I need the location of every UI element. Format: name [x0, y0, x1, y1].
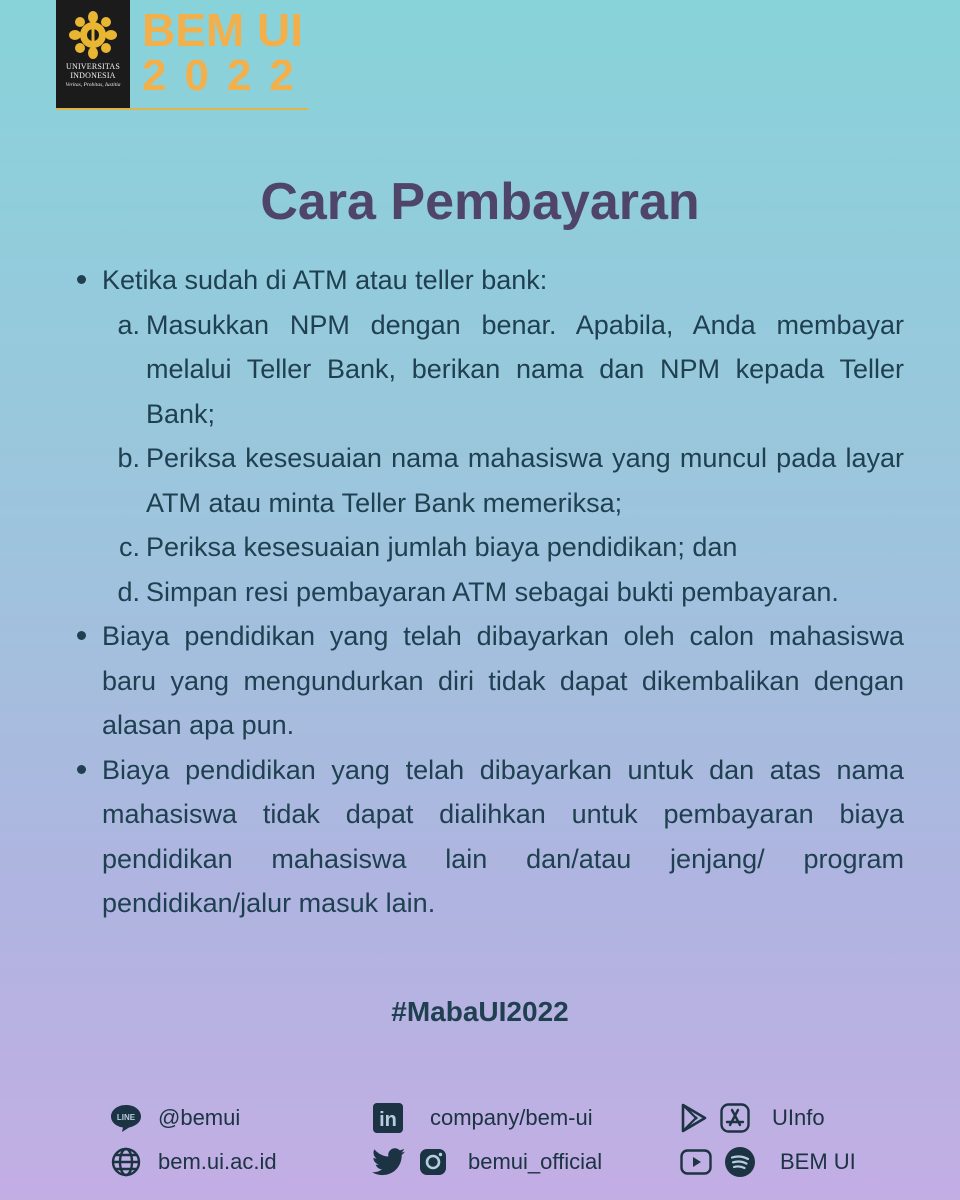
bullet-text: Biaya pendidikan yang telah dibayarkan untuk dan atas nama mahasiswa tidak dapat dialihkan untuk pembayaran biaya pendidikan mahasiswa lain dan/atau jenjang/ program pendidikan/jalur masuk lain. — [102, 754, 904, 918]
social-handle: bemui_official — [468, 1149, 603, 1174]
sub-item-text: Masukkan NPM dengan benar. Apabila, Anda membayar melalui Teller Bank, berikan nama dan NPM kepada Teller Bank; — [146, 309, 904, 429]
sub-item-text: Periksa kesesuaian nama mahasiswa yang muncul pada layar ATM atau minta Teller Bank memeriksa; — [146, 443, 904, 518]
bullet-item — [70, 614, 904, 748]
sub-item-text: Simpan resi pembayaran ATM sebagai bukti pembayaran. — [146, 576, 839, 607]
sub-item — [70, 436, 904, 525]
app-name: UInfo — [772, 1105, 825, 1130]
youtube-icon — [680, 1149, 712, 1175]
page-title: Cara Pembayaran — [260, 173, 700, 231]
university-motto: Veritas, Probitas, Iustitia — [65, 82, 121, 88]
website-url: bem.ui.ac.id — [158, 1149, 277, 1174]
sub-item — [70, 303, 904, 437]
linkedin-icon-label: in — [379, 1109, 397, 1131]
brand-title: BEM UI — [142, 4, 303, 56]
linkedin-handle: company/bem-ui — [430, 1105, 593, 1130]
sub-item-marker: a. — [117, 309, 140, 340]
university-logo — [56, 0, 130, 108]
footer-linkedin[interactable] — [372, 1098, 593, 1138]
twitter-icon — [372, 1148, 406, 1176]
sub-item-marker: b. — [117, 443, 140, 473]
media-name: BEM UI — [780, 1149, 856, 1174]
instagram-icon — [418, 1147, 448, 1177]
sub-item — [70, 570, 904, 615]
globe-icon — [110, 1146, 142, 1178]
line-handle: @bemui — [158, 1105, 241, 1130]
google-play-icon — [680, 1103, 708, 1133]
linkedin-icon — [372, 1102, 404, 1134]
footer-media[interactable] — [680, 1142, 856, 1182]
bullet-text: Ketika sudah di ATM atau teller bank: — [102, 265, 548, 295]
footer-website[interactable] — [110, 1142, 277, 1182]
makara-emblem-icon — [68, 10, 118, 60]
footer-app[interactable] — [680, 1098, 825, 1138]
university-name — [66, 62, 120, 80]
bullet-text: Biaya pendidikan yang telah dibayarkan oleh calon mahasiswa baru yang mengundurkan diri tidak dapat dikembalikan dengan alasan apa pun. — [102, 621, 904, 740]
sub-item-marker: d. — [117, 576, 140, 607]
sub-item — [70, 525, 904, 570]
header-divider — [56, 108, 308, 110]
line-icon — [110, 1103, 142, 1133]
app-store-icon — [720, 1103, 750, 1133]
footer-contacts — [0, 1096, 960, 1186]
bullet-item — [70, 748, 904, 926]
brand-year: 2022 — [142, 51, 312, 100]
hashtag: #MabaUI2022 — [391, 996, 569, 1027]
university-name-line2: INDONESIA — [70, 71, 116, 80]
line-icon-label: LINE — [116, 1113, 136, 1122]
footer-social[interactable] — [372, 1142, 602, 1182]
footer-line[interactable] — [110, 1098, 240, 1138]
university-name-line1: UNIVERSITAS — [65, 62, 120, 71]
bullet-item — [70, 258, 904, 303]
sub-item-marker: c. — [118, 532, 140, 562]
spotify-icon — [724, 1146, 756, 1178]
payment-instructions — [70, 258, 904, 926]
sub-item-text: Periksa kesesuaian jumlah biaya pendidikan; dan — [146, 532, 738, 562]
